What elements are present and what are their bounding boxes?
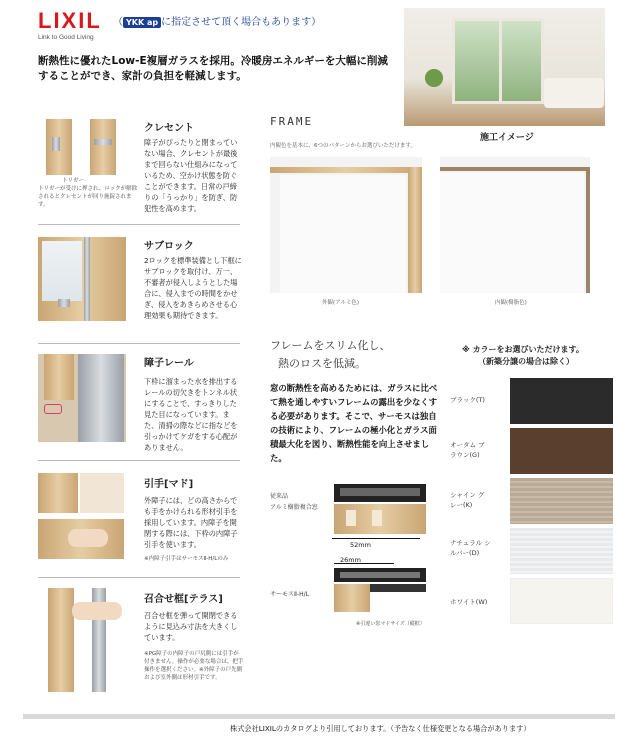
- sublock-body: 2ロックを標準装備とし下框にサブロックを取付け、万一、不審者が侵入しようとした場合に、侵入までの時間をかせぎ、侵入をあきらめさせる心理効果も期待できます。: [144, 256, 242, 320]
- rail-body: 下枠に溜まった水を排出するレールの切欠きをトンネル状にすることで、すっきりした見た目になっています。また、清掃の際などに指などを引っかけてケガをする心配がありません。: [144, 377, 238, 452]
- frame-heading: FRAME: [270, 115, 314, 128]
- meeting-rail-sub: ※PG障子の内障子の戸尻側には引手が付きません。操作が必要な場合は、把手操作を選択ください。※外障子の戸先側および室外側は形材引手です。: [144, 651, 244, 681]
- swatch-white: [510, 578, 613, 624]
- swatch-autumn-brown: [510, 428, 613, 474]
- swatch-label-shine-gray: シャイン グレー(K): [450, 491, 485, 509]
- handle-body: 外障子には、どの高さからでも手をかけられる形材引手を採用しています。内障子を開閉する際には、下枠の内障子引手を使います。: [144, 496, 238, 549]
- dim-line-52: [332, 538, 420, 539]
- rail-title: 障子レール: [144, 358, 194, 369]
- handle-image: [38, 473, 128, 559]
- frame-note: 内観色を基本に、6つのパターンからお選びいただけます。: [270, 143, 416, 149]
- diagram-label-conventional: 従来品: [270, 493, 289, 500]
- ykk-ap-logo: YKK ap: [123, 17, 161, 28]
- crescent-note: トリガーが受けに押され、ロックが解除されるとクレセントが回り施錠されます。: [38, 186, 138, 208]
- swatch-natural-silver: [510, 528, 613, 574]
- installation-photo: [404, 8, 605, 126]
- swatch-label-autumn-brown: オータム ブラウン(G): [450, 441, 485, 459]
- trigger-label: トリガー: [62, 178, 84, 184]
- swatch-label-white: ホワイト(W): [450, 598, 488, 606]
- frame-exterior-image: [270, 157, 422, 293]
- divider: [38, 460, 240, 461]
- sublock-title: サブロック: [144, 241, 194, 252]
- feature-rail: [38, 352, 240, 452]
- diagram-label-thermos: サーモスⅡ-H/L: [270, 591, 309, 598]
- color-heading: ※ カラーをお選びいただけます。: [462, 345, 584, 354]
- ykk-note-text: に指定させて頂く場合もあります）: [161, 17, 322, 28]
- feature-sublock: [38, 233, 240, 333]
- crescent-image: [38, 119, 128, 177]
- handle-title: 引手[マド]: [144, 479, 194, 490]
- footer-bar: [23, 714, 615, 719]
- lixil-logo: LIXIL: [38, 8, 102, 33]
- crescent-title: クレセント: [144, 123, 194, 134]
- sublock-image: [38, 237, 128, 321]
- feature-crescent: [38, 117, 240, 219]
- thermos-section-diagram: [334, 568, 426, 614]
- diagram-note: ※引違い窓マドサイズ（縦框）: [356, 621, 425, 627]
- dim-26: 26mm: [340, 556, 361, 564]
- divider: [38, 343, 240, 344]
- slim-heading-1: フレームをスリム化し、: [270, 339, 391, 352]
- diagram-label-composite: アルミ樹脂複合窓: [270, 504, 318, 511]
- rail-image: [38, 354, 128, 442]
- ykk-note: [113, 13, 321, 28]
- meeting-rail-image: [38, 588, 128, 692]
- divider: [38, 224, 240, 225]
- swatch-label-black: ブラック(T): [450, 396, 485, 404]
- ykk-paren: （: [113, 17, 123, 28]
- handle-sub: ※内障子引手はサーモスⅡ-H/Lのみ: [144, 556, 229, 562]
- lixil-tagline: Link to Good Living: [38, 34, 94, 41]
- crescent-body: 障子がぴったりと閉まっていない場合、クレセントが最後まで回らない仕組みになっているため、空かけ状態を防ぐことができます。日常の戸締りの「うっかり」を防ぎ、防犯性を高めます。: [144, 138, 238, 213]
- color-subheading: （新築分譲の場合は除く）: [478, 357, 574, 366]
- slim-body: 窓の断熱性を高めるためには、ガラスに比べて熱を通しやすいフレームの露出を少なくする必要があります。そこで、サーモスは独自の技術により、フレームの極小化とガラス面積最大化を図り、断熱性能を向上させました。: [270, 383, 438, 463]
- frame-interior-image: [440, 157, 590, 293]
- conventional-section-diagram: [334, 484, 426, 542]
- photo-caption: 施工イメージ: [480, 133, 534, 143]
- swatch-black: [510, 378, 613, 424]
- divider: [38, 577, 240, 578]
- feature-handle: [38, 469, 240, 569]
- feature-meeting-rail: [38, 586, 244, 698]
- swatch-shine-gray: [510, 478, 613, 524]
- footer-text: 株式会社LIXILのカタログより引用しております。（予告なく仕様変更となる場合があります）: [230, 724, 531, 733]
- frame-caption-exterior: 外観(アルミ色): [322, 300, 360, 306]
- dim-52: 52mm: [350, 541, 371, 549]
- meeting-rail-body: 召合せ框を弾って開閉できるように見込み寸法を大きくしています。: [144, 611, 238, 642]
- intro-text: 断熱性に優れたLow-E複層ガラスを採用。冷暖房エネルギーを大幅に削減することができ、家計の負担を軽減します。: [38, 55, 388, 82]
- slim-heading-2: 熱のロスを低減。: [278, 357, 366, 370]
- swatch-label-natural-silver: ナチュラル シルバー(D): [450, 539, 491, 557]
- meeting-rail-title: 召合せ框[テラス]: [144, 594, 223, 605]
- frame-caption-interior: 内観(樹脂色): [495, 300, 527, 306]
